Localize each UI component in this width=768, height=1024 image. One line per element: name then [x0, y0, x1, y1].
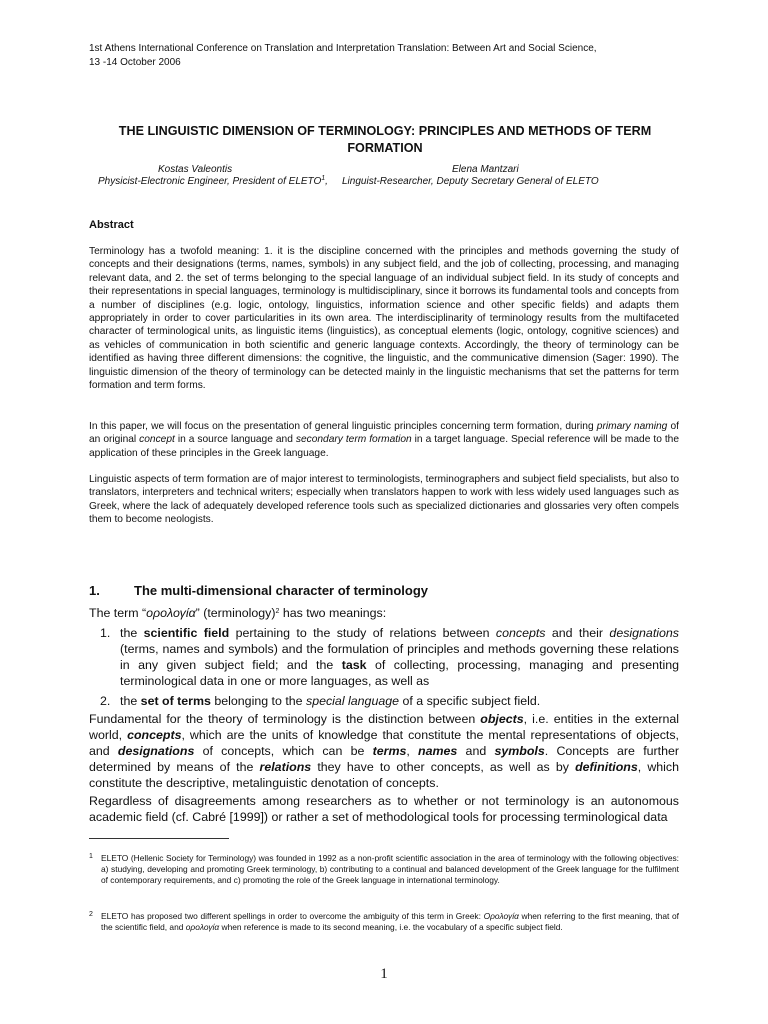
author-name: Elena Mantzari	[452, 164, 519, 175]
author-block	[342, 164, 672, 188]
section-heading	[89, 583, 428, 598]
author-name: Kostas Valeontis	[158, 164, 233, 175]
section-title: The multi-dimensional character of terminology	[134, 583, 428, 598]
abstract-paragraph: In this paper, we will focus on the presentation of general linguistic principles concerning term formation, during primary naming of an original concept in a source language and secondary term formation in a target language. Special reference will be made to the application of these principles in the Greek language.	[89, 421, 680, 459]
footnote-marker: 2	[89, 911, 93, 918]
body-paragraph: Fundamental for the theory of terminology is the distinction between objects, i.e. entities in the external world, concepts, which are the units of knowledge that constitute the mental representations of objects, and designations of concepts, which can be terms, names and symbols. Concepts are further determined by means of the relations they have to other concepts, as well as by definitions, which constitute the descriptive, metalinguistic denotation of concepts.	[89, 712, 679, 790]
page-number: 1	[380, 966, 388, 982]
abstract-paragraph: Terminology has a twofold meaning: 1. it is the discipline concerned with the principles and methods governing the study of concepts and their designations (terms, names, symbols) in any subject field, and the job of collecting, processing, and managing relevant data, and 2. the set of terms belonging to the special language of an individual subject field. In its study of concepts and their representations in special languages, terminology is multidisciplinary, since it borrows its fundamental tools and concepts from a number of disciplines (e.g. logic, ontology, linguistics, information science and other specific fields) and adapts them appropriately in order to cover particularities in its own area. The interdisciplinarity of terminology results from the multifaceted character of terminological units, as linguistic items (linguistics), as conceptual elements (logic, ontology, cognitive sciences) and as vehicles of communication in both scientific and generic language contexts. Accordingly, the theory of terminology can be identified as having three different dimensions: the cognitive, the linguistic, and the communicative dimension (Sager: 1990). The linguistic dimension of the theory of terminology can be detected mainly in the linguistic mechanisms that set the patterns for term formation and term forms.	[89, 246, 679, 392]
body-paragraph: The term “ορολογία” (terminology)$^2$ has two meanings:	[89, 606, 387, 620]
footnote	[89, 853, 679, 887]
body-paragraph: Regardless of disagreements among researchers as to whether or not terminology is an autonomous academic field (cf. Cabré [1999]) or rather a set of methodological tools for processing terminological data	[89, 794, 679, 824]
footnote-text: ELETO (Hellenic Society for Terminology) was founded in 1992 as a non-profit scientific association in the area of terminology with the following objectives: a) studying, developing and promoting Greek terminology, b) contributing to a continual and balanced development of the Greek language for the fulfilment of contemporary requirements, and c) promoting the role of the Greek language in international terminology.	[101, 853, 679, 886]
footnote-marker: 1	[89, 853, 93, 860]
footnote-separator	[89, 838, 229, 839]
author-affiliation: Linguist-Researcher, Deputy Secretary General of ELETO	[342, 176, 599, 187]
author-block	[98, 164, 338, 188]
conference-header-line: 1st Athens International Conference on Translation and Interpretation Translation: Between Art and Social Science,	[89, 43, 597, 54]
abstract-heading: Abstract	[89, 219, 134, 231]
numbered-list	[100, 625, 679, 713]
list-marker: 2.	[100, 694, 111, 708]
author-affiliation: Physicist-Electronic Engineer, President of ELETO$^1$,	[98, 175, 328, 187]
abstract-paragraph: Linguistic aspects of term formation are of major interest to terminologists, terminographers and subject field specialists, but also to translators, interpreters and technical writers; especially when translators happen to work with less widely used languages such as Greek, where the lack of adequately developed reference tools such as specialized dictionaries and glossaries very often compels them to become neologists.	[89, 474, 679, 526]
footnote-ref: 2	[275, 608, 280, 615]
list-item: 1. the scientific field pertaining to the study of relations between concepts and their designations (terms, names and symbols) and the formulation of principles and methods governing these relations in any given subject field; and the task of collecting, processing, managing and presenting terminological data in one or more languages, as well as	[100, 626, 679, 688]
section-number: 1.	[89, 583, 100, 598]
paper-title: THE LINGUISTIC DIMENSION OF TERMINOLOGY: PRINCIPLES AND METHODS OF TERM FORMATION	[118, 124, 652, 155]
footnote-ref: 1	[321, 175, 326, 182]
list-item: 2. the set of terms belonging to the special language of a specific subject field.	[100, 694, 541, 708]
footnote	[89, 911, 679, 933]
footnote-text: ELETO has proposed two different spellings in order to overcome the ambiguity of this term in Greek: Ορολογία when referring to the first meaning, that of the scientific field, and ορολογία when reference is made to its second meaning, i.e. the vocabulary of a specific subject field.	[101, 911, 679, 933]
conference-header	[89, 42, 689, 70]
list-marker: 1.	[100, 626, 111, 640]
conference-dates: 13 -14 October 2006	[89, 57, 181, 68]
